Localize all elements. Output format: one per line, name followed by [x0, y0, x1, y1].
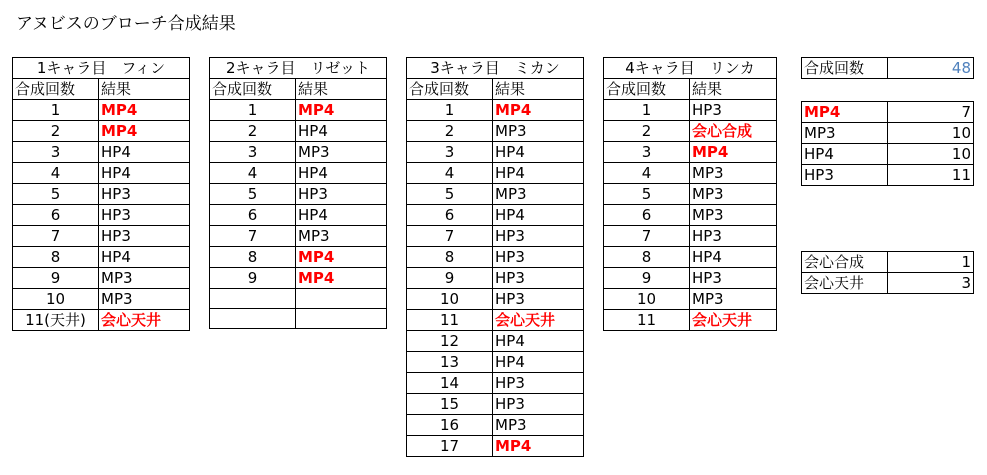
attempt-result: MP3 [99, 268, 190, 289]
attempt-result: HP3 [493, 268, 584, 289]
attempt-result: HP3 [99, 226, 190, 247]
attempt-number: 1 [407, 100, 493, 121]
result-row [407, 310, 584, 331]
attempt-number: 7 [604, 226, 690, 247]
attempt-result: HP3 [690, 100, 777, 121]
result-row [210, 142, 387, 163]
result-row [210, 184, 387, 205]
attempt-number: 6 [13, 205, 99, 226]
attempt-result: HP3 [99, 205, 190, 226]
attempt-number: 7 [407, 226, 493, 247]
result-row [210, 163, 387, 184]
result-row [13, 247, 190, 268]
attempt-result: HP4 [296, 205, 387, 226]
attempt-result: HP4 [493, 352, 584, 373]
result-row [604, 310, 777, 331]
char-name: 3キャラ目 ミカン [407, 58, 584, 79]
crit-value: 3 [888, 273, 974, 294]
result-row [210, 268, 387, 289]
attempt-number: 14 [407, 373, 493, 394]
attempt-result: HP3 [296, 184, 387, 205]
result-row [407, 163, 584, 184]
crit-label: 会心合成 [802, 252, 888, 273]
result-row [13, 289, 190, 310]
result-header: 結果 [296, 79, 387, 100]
attempt-number [210, 289, 296, 309]
attempt-result: MP3 [690, 184, 777, 205]
attempt-result: HP4 [296, 121, 387, 142]
crit-value: 1 [888, 252, 974, 273]
result-row [604, 121, 777, 142]
attempt-result: HP4 [493, 142, 584, 163]
stat-label: HP4 [802, 144, 888, 165]
attempt-number: 4 [13, 163, 99, 184]
attempt-number: 1 [13, 100, 99, 121]
char-table-4 [603, 57, 777, 331]
stat-label: MP3 [802, 123, 888, 144]
crit-row [802, 273, 974, 294]
attempt-result: MP4 [493, 100, 584, 121]
stat-row [802, 165, 974, 186]
result-row [407, 436, 584, 457]
result-row [13, 100, 190, 121]
attempt-result: MP3 [690, 289, 777, 310]
stat-label: MP4 [802, 102, 888, 123]
result-row [210, 247, 387, 268]
total-value: 48 [888, 58, 974, 79]
result-row [604, 205, 777, 226]
total-table [801, 57, 974, 79]
count-header: 合成回数 [604, 79, 690, 100]
result-row [13, 163, 190, 184]
attempt-number: 2 [210, 121, 296, 142]
attempt-result: HP4 [493, 205, 584, 226]
result-row [604, 289, 777, 310]
attempt-number: 17 [407, 436, 493, 457]
result-row [210, 121, 387, 142]
attempt-number: 3 [210, 142, 296, 163]
stat-row [802, 102, 974, 123]
attempt-result: HP3 [690, 268, 777, 289]
result-row [407, 394, 584, 415]
attempt-number: 1 [604, 100, 690, 121]
attempt-result: HP3 [493, 289, 584, 310]
result-row [407, 121, 584, 142]
attempt-result: MP3 [296, 142, 387, 163]
char-name: 2キャラ目 リゼット [210, 58, 387, 79]
attempt-number: 6 [407, 205, 493, 226]
result-row [13, 121, 190, 142]
attempt-result: MP4 [99, 100, 190, 121]
char-name: 4キャラ目 リンカ [604, 58, 777, 79]
result-row [407, 331, 584, 352]
result-row [604, 142, 777, 163]
attempt-number: 4 [210, 163, 296, 184]
result-row [407, 100, 584, 121]
attempt-number: 10 [604, 289, 690, 310]
attempt-result: MP3 [493, 121, 584, 142]
attempt-result: MP4 [493, 436, 584, 457]
attempt-number: 7 [13, 226, 99, 247]
attempt-number: 1 [210, 100, 296, 121]
attempt-number: 4 [407, 163, 493, 184]
attempt-result: HP3 [493, 247, 584, 268]
attempt-result: MP4 [99, 121, 190, 142]
attempt-result: HP3 [99, 184, 190, 205]
count-header: 合成回数 [210, 79, 296, 100]
char-table-2 [209, 57, 387, 329]
attempt-number: 16 [407, 415, 493, 436]
attempt-number: 3 [604, 142, 690, 163]
attempt-number: 11(天井) [13, 310, 99, 331]
attempt-result: HP4 [99, 163, 190, 184]
result-row [210, 205, 387, 226]
attempt-result: MP3 [690, 205, 777, 226]
attempt-number: 8 [604, 247, 690, 268]
result-row [407, 226, 584, 247]
stat-row [802, 144, 974, 165]
attempt-result: MP4 [296, 100, 387, 121]
attempt-result: HP3 [493, 226, 584, 247]
result-row [604, 247, 777, 268]
attempt-number: 5 [407, 184, 493, 205]
attempt-result: HP4 [296, 163, 387, 184]
crit-label: 会心天井 [802, 273, 888, 294]
total-label: 合成回数 [802, 58, 888, 79]
attempt-result: HP4 [99, 247, 190, 268]
attempt-result: HP4 [493, 163, 584, 184]
attempt-number: 9 [210, 268, 296, 289]
attempt-number: 6 [604, 205, 690, 226]
result-row [407, 142, 584, 163]
attempt-result: 会心天井 [690, 310, 777, 331]
attempt-result: MP3 [99, 289, 190, 310]
crit-row [802, 252, 974, 273]
result-row [13, 226, 190, 247]
result-row [407, 352, 584, 373]
attempt-result: HP3 [493, 373, 584, 394]
result-row [604, 226, 777, 247]
attempt-number: 15 [407, 394, 493, 415]
result-row [13, 205, 190, 226]
attempt-result: MP3 [690, 163, 777, 184]
attempt-number: 5 [13, 184, 99, 205]
attempt-result: HP3 [690, 226, 777, 247]
attempt-number: 6 [210, 205, 296, 226]
attempt-result: MP4 [296, 247, 387, 268]
result-row [13, 310, 190, 331]
result-header: 結果 [99, 79, 190, 100]
attempt-number: 9 [13, 268, 99, 289]
result-row [407, 268, 584, 289]
result-row [13, 142, 190, 163]
attempt-number: 3 [13, 142, 99, 163]
result-header: 結果 [690, 79, 777, 100]
attempt-result: MP3 [493, 184, 584, 205]
attempt-number: 5 [210, 184, 296, 205]
attempt-number: 9 [604, 268, 690, 289]
result-row [604, 184, 777, 205]
attempt-result [296, 309, 387, 329]
attempt-number: 10 [13, 289, 99, 310]
char-table-1 [12, 57, 190, 331]
attempt-number: 10 [407, 289, 493, 310]
stat-label: HP3 [802, 165, 888, 186]
result-header: 結果 [493, 79, 584, 100]
stat-value: 7 [888, 102, 974, 123]
attempt-number: 8 [210, 247, 296, 268]
attempt-number: 8 [407, 247, 493, 268]
result-row [13, 268, 190, 289]
char-name: 1キャラ目 フィン [13, 58, 190, 79]
attempt-number: 9 [407, 268, 493, 289]
attempt-number: 13 [407, 352, 493, 373]
result-row [407, 415, 584, 436]
attempt-number: 7 [210, 226, 296, 247]
attempt-number: 3 [407, 142, 493, 163]
result-row [210, 289, 387, 309]
attempt-number: 11 [407, 310, 493, 331]
result-row [210, 226, 387, 247]
attempt-number [210, 309, 296, 329]
count-header: 合成回数 [13, 79, 99, 100]
result-row [604, 100, 777, 121]
result-row [407, 373, 584, 394]
stat-value: 11 [888, 165, 974, 186]
attempt-number: 2 [604, 121, 690, 142]
stat-value: 10 [888, 144, 974, 165]
attempt-result: HP4 [690, 247, 777, 268]
result-row [407, 205, 584, 226]
result-row [407, 184, 584, 205]
attempt-number: 8 [13, 247, 99, 268]
stat-value: 10 [888, 123, 974, 144]
result-row [407, 289, 584, 310]
attempt-number: 5 [604, 184, 690, 205]
attempt-number: 2 [13, 121, 99, 142]
attempt-result: 会心天井 [493, 310, 584, 331]
attempt-number: 11 [604, 310, 690, 331]
attempt-number: 2 [407, 121, 493, 142]
attempt-result: MP4 [690, 142, 777, 163]
result-row [407, 247, 584, 268]
attempt-result: HP4 [493, 331, 584, 352]
result-row [13, 184, 190, 205]
result-row [210, 100, 387, 121]
crit-table [801, 251, 974, 294]
stat-table [801, 101, 974, 186]
attempt-number: 4 [604, 163, 690, 184]
result-row [604, 268, 777, 289]
attempt-number: 12 [407, 331, 493, 352]
char-table-3 [406, 57, 584, 457]
attempt-result: HP3 [493, 394, 584, 415]
attempt-result [296, 289, 387, 309]
attempt-result: HP4 [99, 142, 190, 163]
attempt-result: 会心天井 [99, 310, 190, 331]
stat-row [802, 123, 974, 144]
attempt-result: MP3 [296, 226, 387, 247]
attempt-result: MP3 [493, 415, 584, 436]
result-row [604, 163, 777, 184]
count-header: 合成回数 [407, 79, 493, 100]
attempt-result: 会心合成 [690, 121, 777, 142]
attempt-result: MP4 [296, 268, 387, 289]
page-title: アヌビスのブローチ合成結果 [16, 14, 236, 34]
result-row [210, 309, 387, 329]
